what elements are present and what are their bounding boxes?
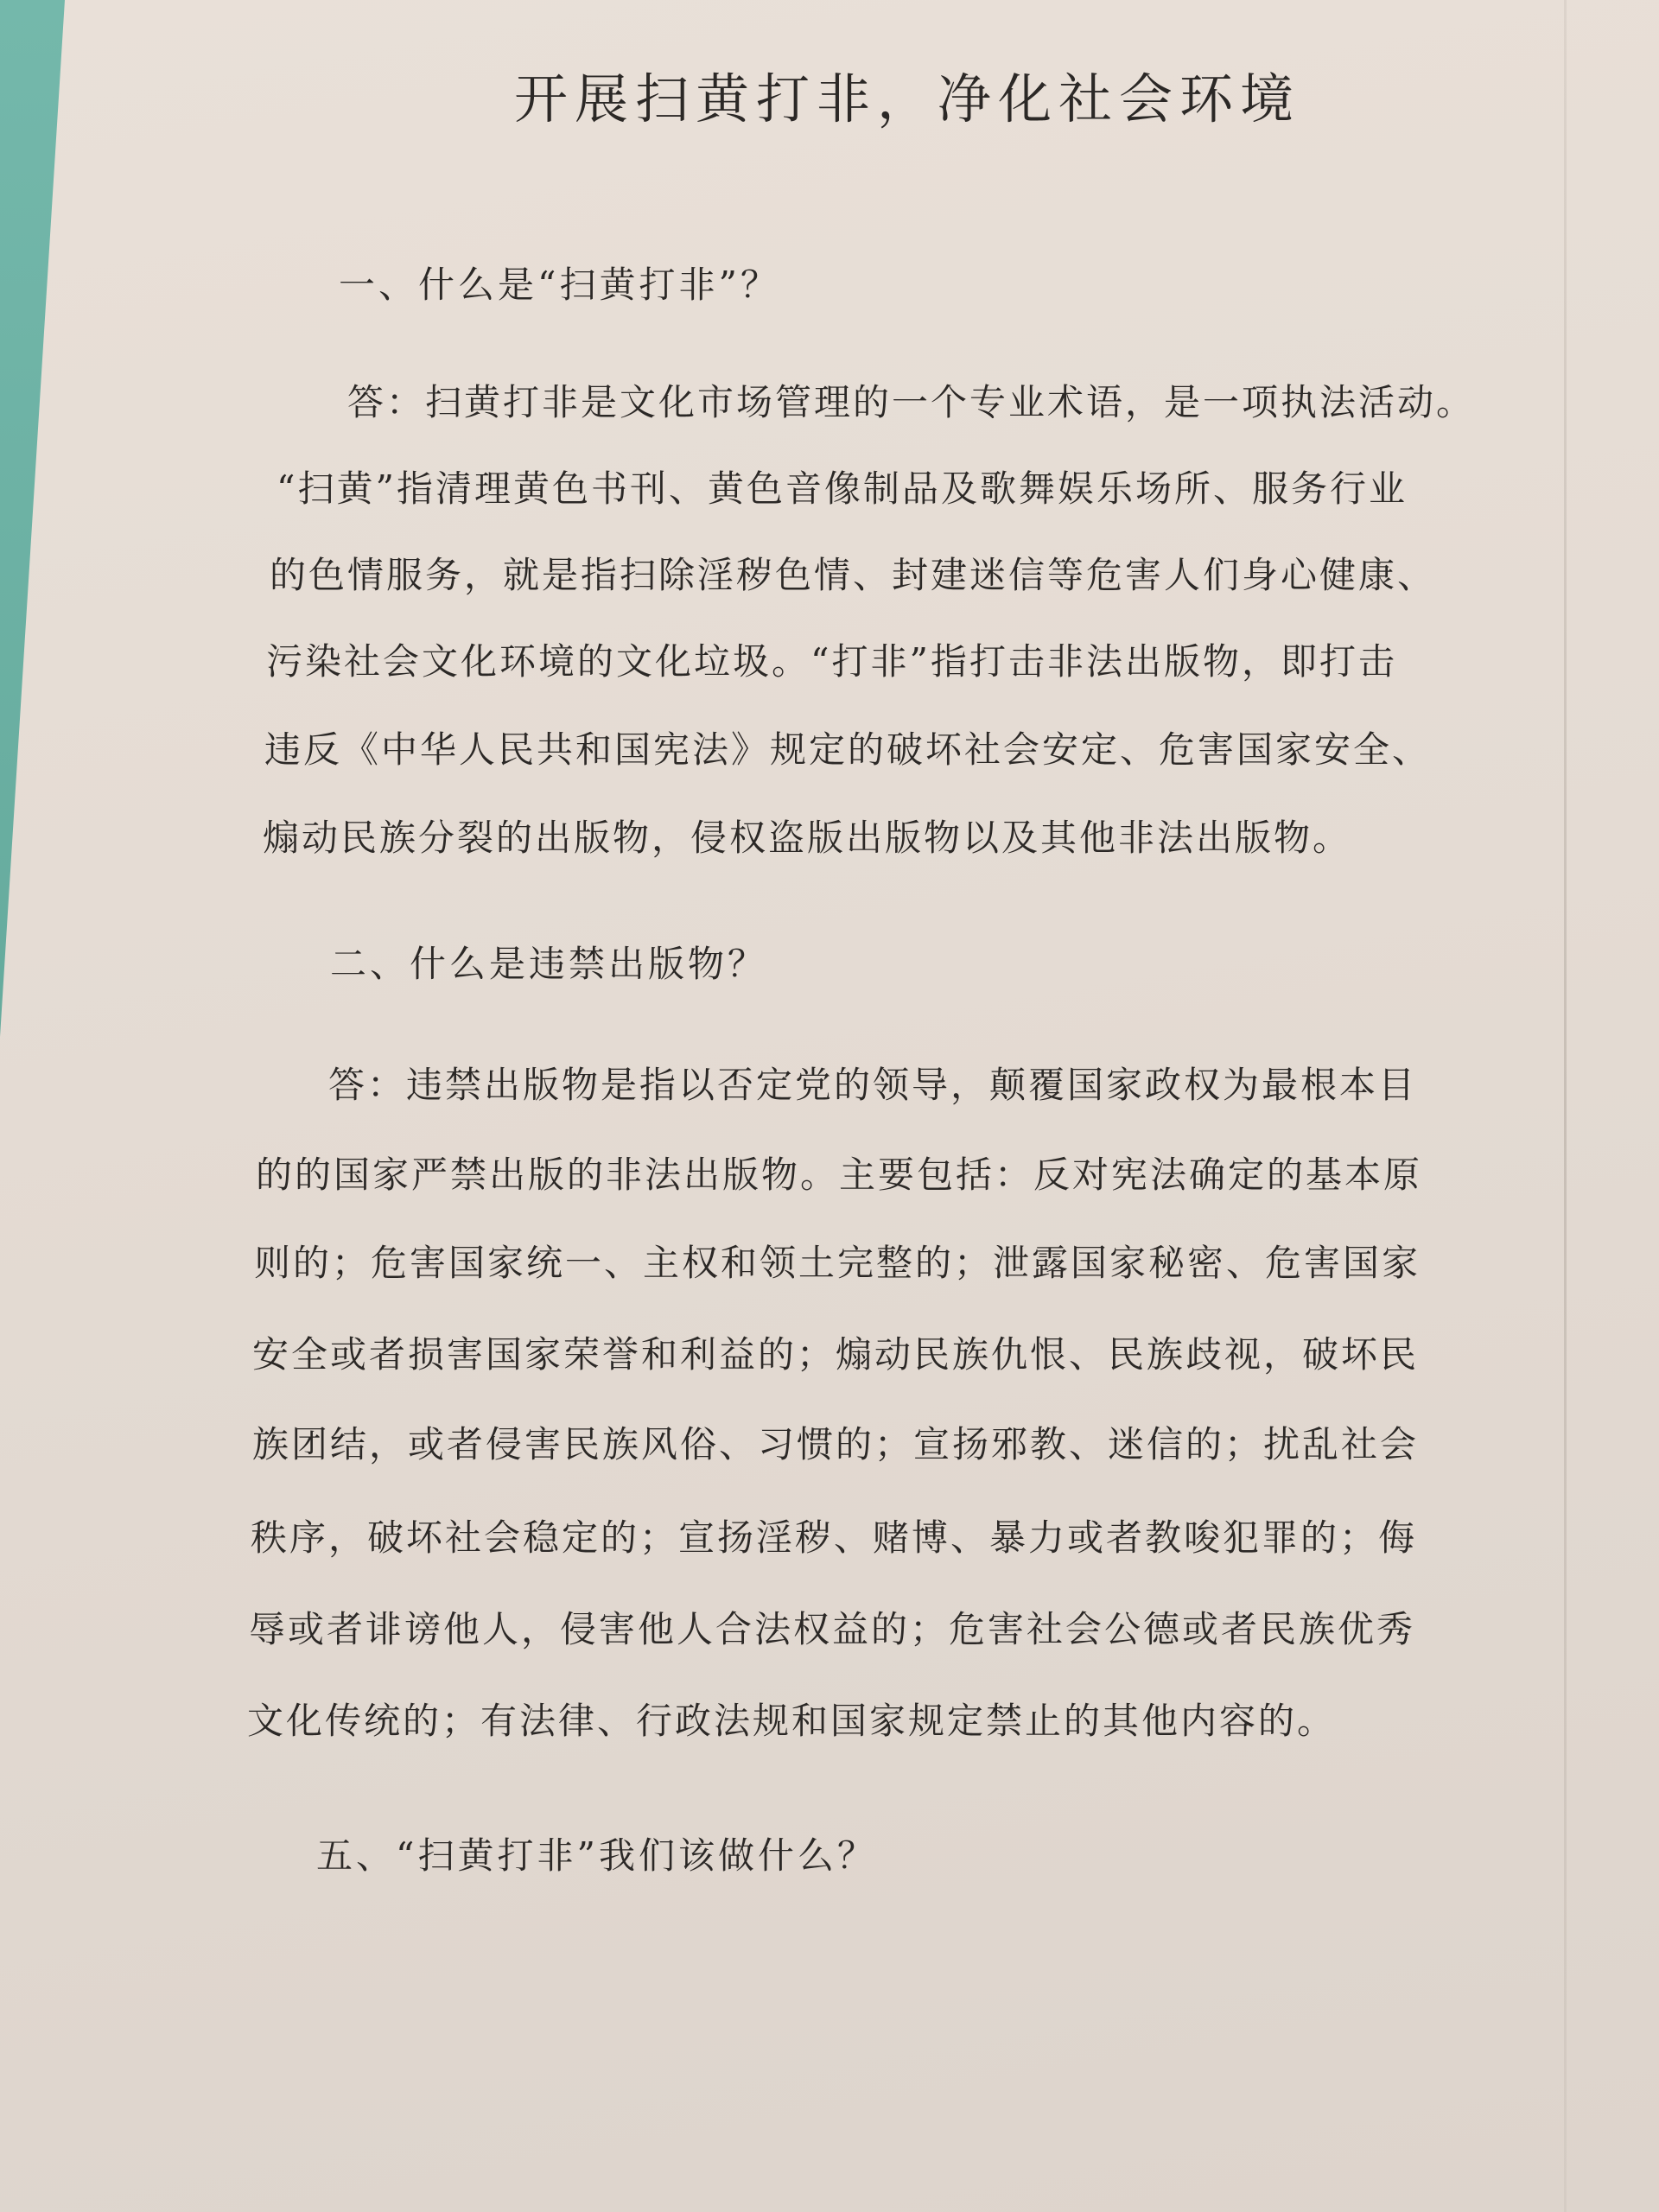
paragraph-line: 答：违禁出版物是指以否定党的领导，颠覆国家政权为最根本目 — [328, 1064, 1418, 1106]
section-heading: 五、“扫黄打非”我们该做什么？ — [316, 1834, 877, 1877]
paragraph-line: 秩序，破坏社会稳定的；宣扬淫秽、赌博、暴力或者教唆犯罪的；侮 — [251, 1516, 1418, 1559]
section-heading: 二、什么是违禁出版物？ — [330, 943, 768, 985]
paragraph-line: 文化传统的；有法律、行政法规和国家规定禁止的其他内容的。 — [247, 1700, 1337, 1742]
paragraph-line: “扫黄”指清理黄色书刊、黄色音像制品及歌舞娱乐场所、服务行业 — [276, 467, 1408, 510]
document-title: 开展扫黄打非，净化社会环境 — [513, 67, 1300, 130]
paragraph-line: 答：扫黄打非是文化市场管理的一个专业术语，是一项执法活动。 — [347, 381, 1476, 423]
paragraph-line: 的的国家严禁出版的非法出版物。主要包括：反对宪法确定的基本原 — [256, 1154, 1423, 1196]
paragraph-line: 族团结，或者侵害民族风俗、习惯的；宣扬邪教、迷信的；扰乱社会 — [252, 1423, 1420, 1465]
section-heading: 一、什么是“扫黄打非”？ — [339, 264, 780, 306]
paragraph-line: 的色情服务，就是指扫除淫秽色情、封建迷信等危害人们身心健康、 — [270, 554, 1437, 596]
paragraph-line: 煽动民族分裂的出版物，侵权盗版出版物以及其他非法出版物。 — [263, 817, 1352, 859]
paragraph-line: 污染社会文化环境的文化垃圾。“打非”指打击非法出版物，即打击 — [266, 640, 1397, 683]
paragraph-line: 安全或者损害国家荣誉和利益的；煽动民族仇恨、民族歧视，破坏民 — [252, 1333, 1420, 1376]
paragraph-line: 违反《中华人民共和国宪法》规定的破坏社会安定、危害国家安全、 — [264, 728, 1432, 771]
paragraph-line: 则的；危害国家统一、主权和领土完整的；泄露国家秘密、危害国家 — [254, 1242, 1421, 1284]
paragraph-line: 辱或者诽谤他人，侵害他人合法权益的；危害社会公德或者民族优秀 — [249, 1608, 1416, 1650]
